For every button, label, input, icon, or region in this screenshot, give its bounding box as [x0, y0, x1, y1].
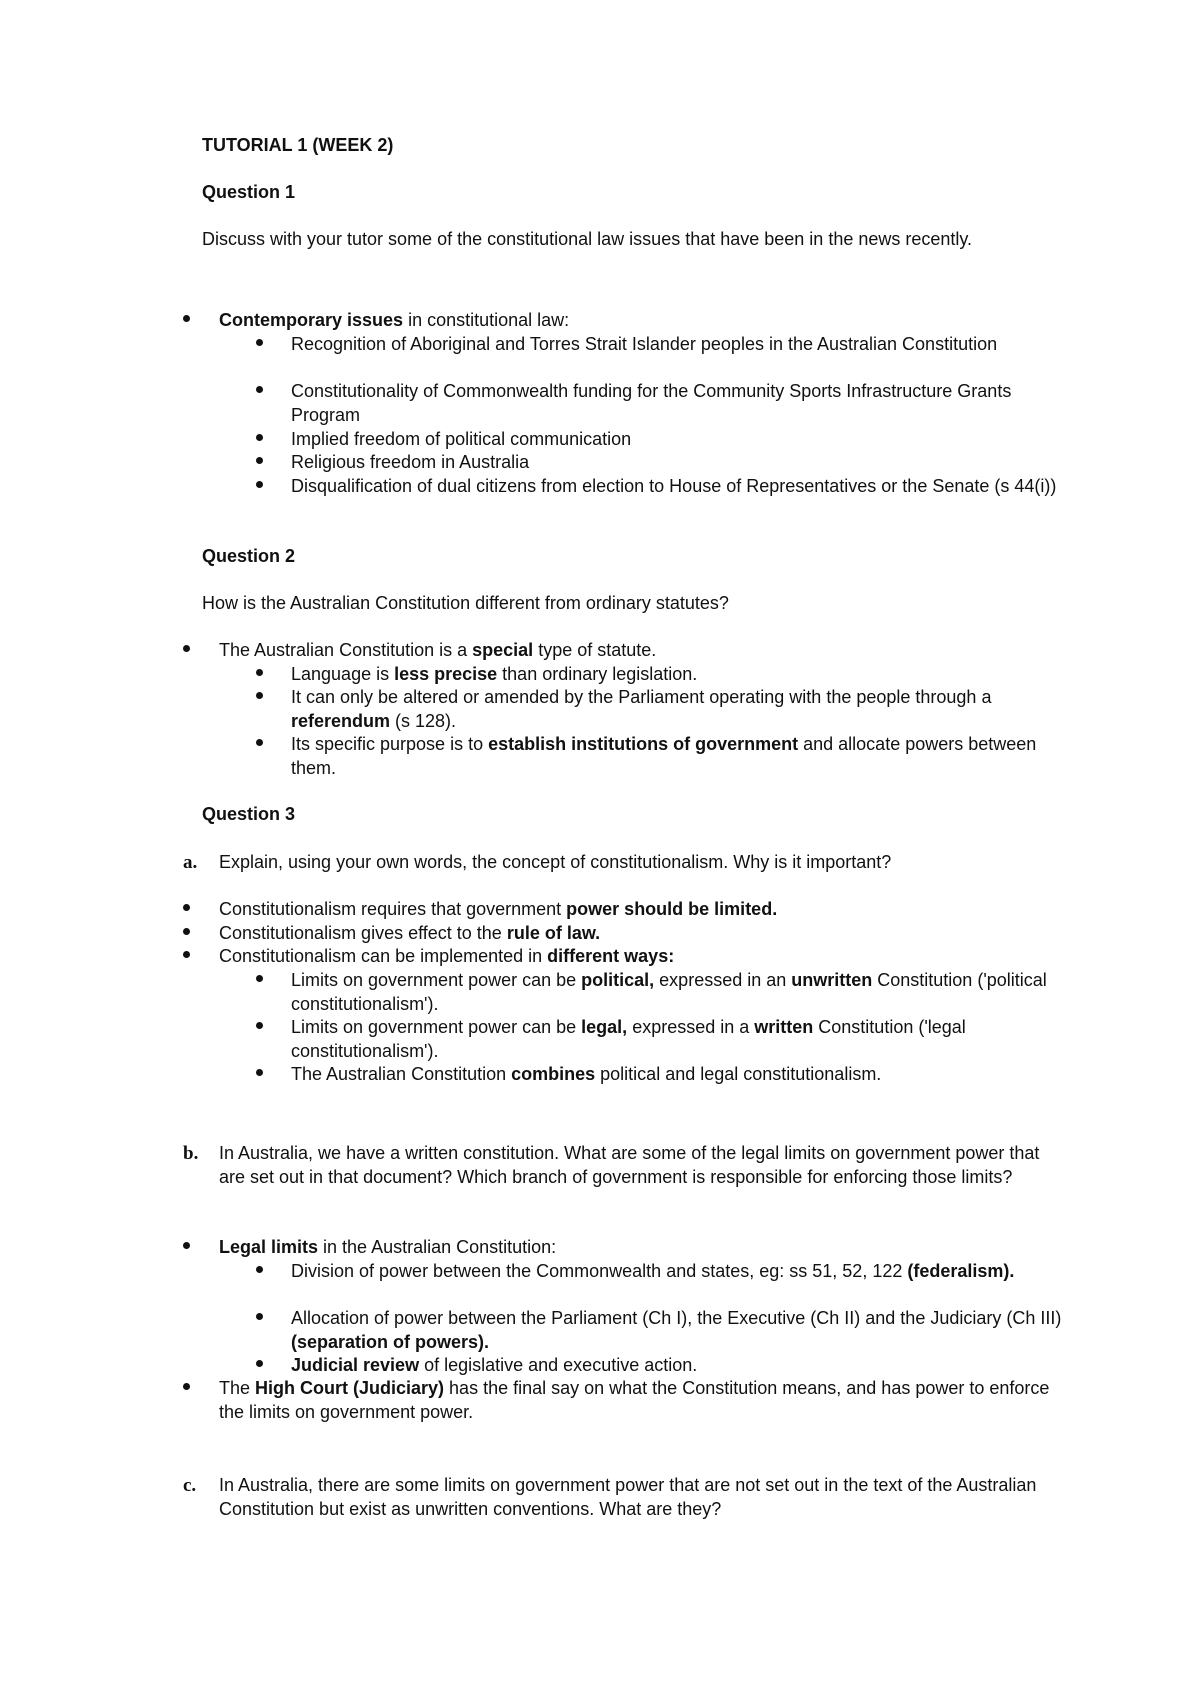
- q2-main-bullet: The Australian Constitution is a special type of statute.: [219, 640, 657, 660]
- question-2-prompt: How is the Australian Constitution different from ordinary statutes?: [202, 593, 729, 613]
- part-b-sub-item: Allocation of power between the Parliament (Ch I), the Executive (Ch II) and the Judiciary (Ch III) (separation of powers).: [291, 1308, 1062, 1352]
- bullet-icon: [256, 434, 263, 441]
- part-a-bullet: Constitutionalism requires that government power should be limited.: [219, 899, 778, 919]
- part-a-bullet: Constitutionalism gives effect to the rule of law.: [219, 923, 601, 943]
- bullet-icon: [183, 1383, 190, 1390]
- bullet-icon: [256, 1360, 263, 1367]
- bullet-icon: [183, 1242, 190, 1249]
- bullet-icon: [183, 315, 190, 322]
- q1-main-bullet: Contemporary issues in constitutional law:: [219, 310, 570, 330]
- part-a-letter: a.: [183, 852, 198, 873]
- q2-sub-item: Its specific purpose is to establish institutions of government and allocate powers between them.: [291, 734, 1037, 778]
- part-b-bullet: The High Court (Judiciary) has the final say on what the Constitution means, and has power to enforce the limits on government power.: [219, 1378, 1050, 1422]
- bullet-icon: [183, 904, 190, 911]
- bullet-icon: [183, 645, 190, 652]
- q2-sub-item: Language is less precise than ordinary legislation.: [291, 664, 698, 684]
- document-title: TUTORIAL 1 (WEEK 2): [202, 135, 394, 155]
- part-b-letter: b.: [183, 1143, 199, 1164]
- q1-sub-item: Constitutionality of Commonwealth funding for the Community Sports Infrastructure Grants Program: [291, 381, 1012, 425]
- part-c-prompt: In Australia, there are some limits on government power that are not set out in the text of the Australian Constitution but exist as unwritten conventions. What are they?: [219, 1475, 1037, 1519]
- bullet-icon: [256, 1266, 263, 1273]
- q1-sub-item: Implied freedom of political communication: [291, 429, 632, 449]
- bullet-icon: [256, 1022, 263, 1029]
- part-a-sub-item: Limits on government power can be political, expressed in an unwritten Constitution ('political constitutionalism').: [291, 970, 1047, 1014]
- bullet-icon: [256, 692, 263, 699]
- part-b-sub-item: Division of power between the Commonwealth and states, eg: ss 51, 52, 122 (federalism).: [291, 1261, 1015, 1281]
- part-b-sub-item: Judicial review of legislative and executive action.: [291, 1355, 698, 1375]
- bullet-icon: [256, 975, 263, 982]
- q1-sub-item: Religious freedom in Australia: [291, 452, 530, 472]
- bullet-icon: [183, 928, 190, 935]
- bullet-icon: [183, 951, 190, 958]
- part-a-prompt: Explain, using your own words, the concept of constitutionalism. Why is it important?: [219, 852, 892, 872]
- bullet-icon: [256, 669, 263, 676]
- part-c-letter: c.: [183, 1475, 197, 1496]
- bullet-icon: [256, 1313, 263, 1320]
- part-b-bullet: Legal limits in the Australian Constitution:: [219, 1237, 557, 1257]
- question-1-prompt: Discuss with your tutor some of the constitutional law issues that have been in the news recently.: [202, 229, 973, 249]
- part-a-sub-item: Limits on government power can be legal, expressed in a written Constitution ('legal constitutionalism').: [291, 1017, 966, 1061]
- part-a-bullet: Constitutionalism can be implemented in different ways:: [219, 946, 675, 966]
- q2-sub-item: It can only be altered or amended by the Parliament operating with the people through a referendum (s 128).: [291, 687, 992, 731]
- bullet-icon: [256, 339, 263, 346]
- bullet-icon: [256, 1069, 263, 1076]
- question-2-heading: Question 2: [202, 546, 296, 566]
- question-1-heading: Question 1: [202, 182, 296, 202]
- q1-sub-item: Disqualification of dual citizens from election to House of Representatives or the Senate (s 44(i)): [291, 476, 1057, 496]
- bullet-icon: [256, 386, 263, 393]
- bullet-icon: [256, 457, 263, 464]
- part-b-prompt: In Australia, we have a written constitution. What are some of the legal limits on government power that are set out in that document? Which branch of government is responsible for enforcing those limits?: [219, 1143, 1040, 1187]
- bullet-icon: [256, 739, 263, 746]
- question-3-heading: Question 3: [202, 804, 296, 824]
- bullet-icon: [256, 481, 263, 488]
- part-a-sub-item: The Australian Constitution combines political and legal constitutionalism.: [291, 1064, 882, 1084]
- q1-sub-item: Recognition of Aboriginal and Torres Strait Islander peoples in the Australian Constitution: [291, 334, 998, 354]
